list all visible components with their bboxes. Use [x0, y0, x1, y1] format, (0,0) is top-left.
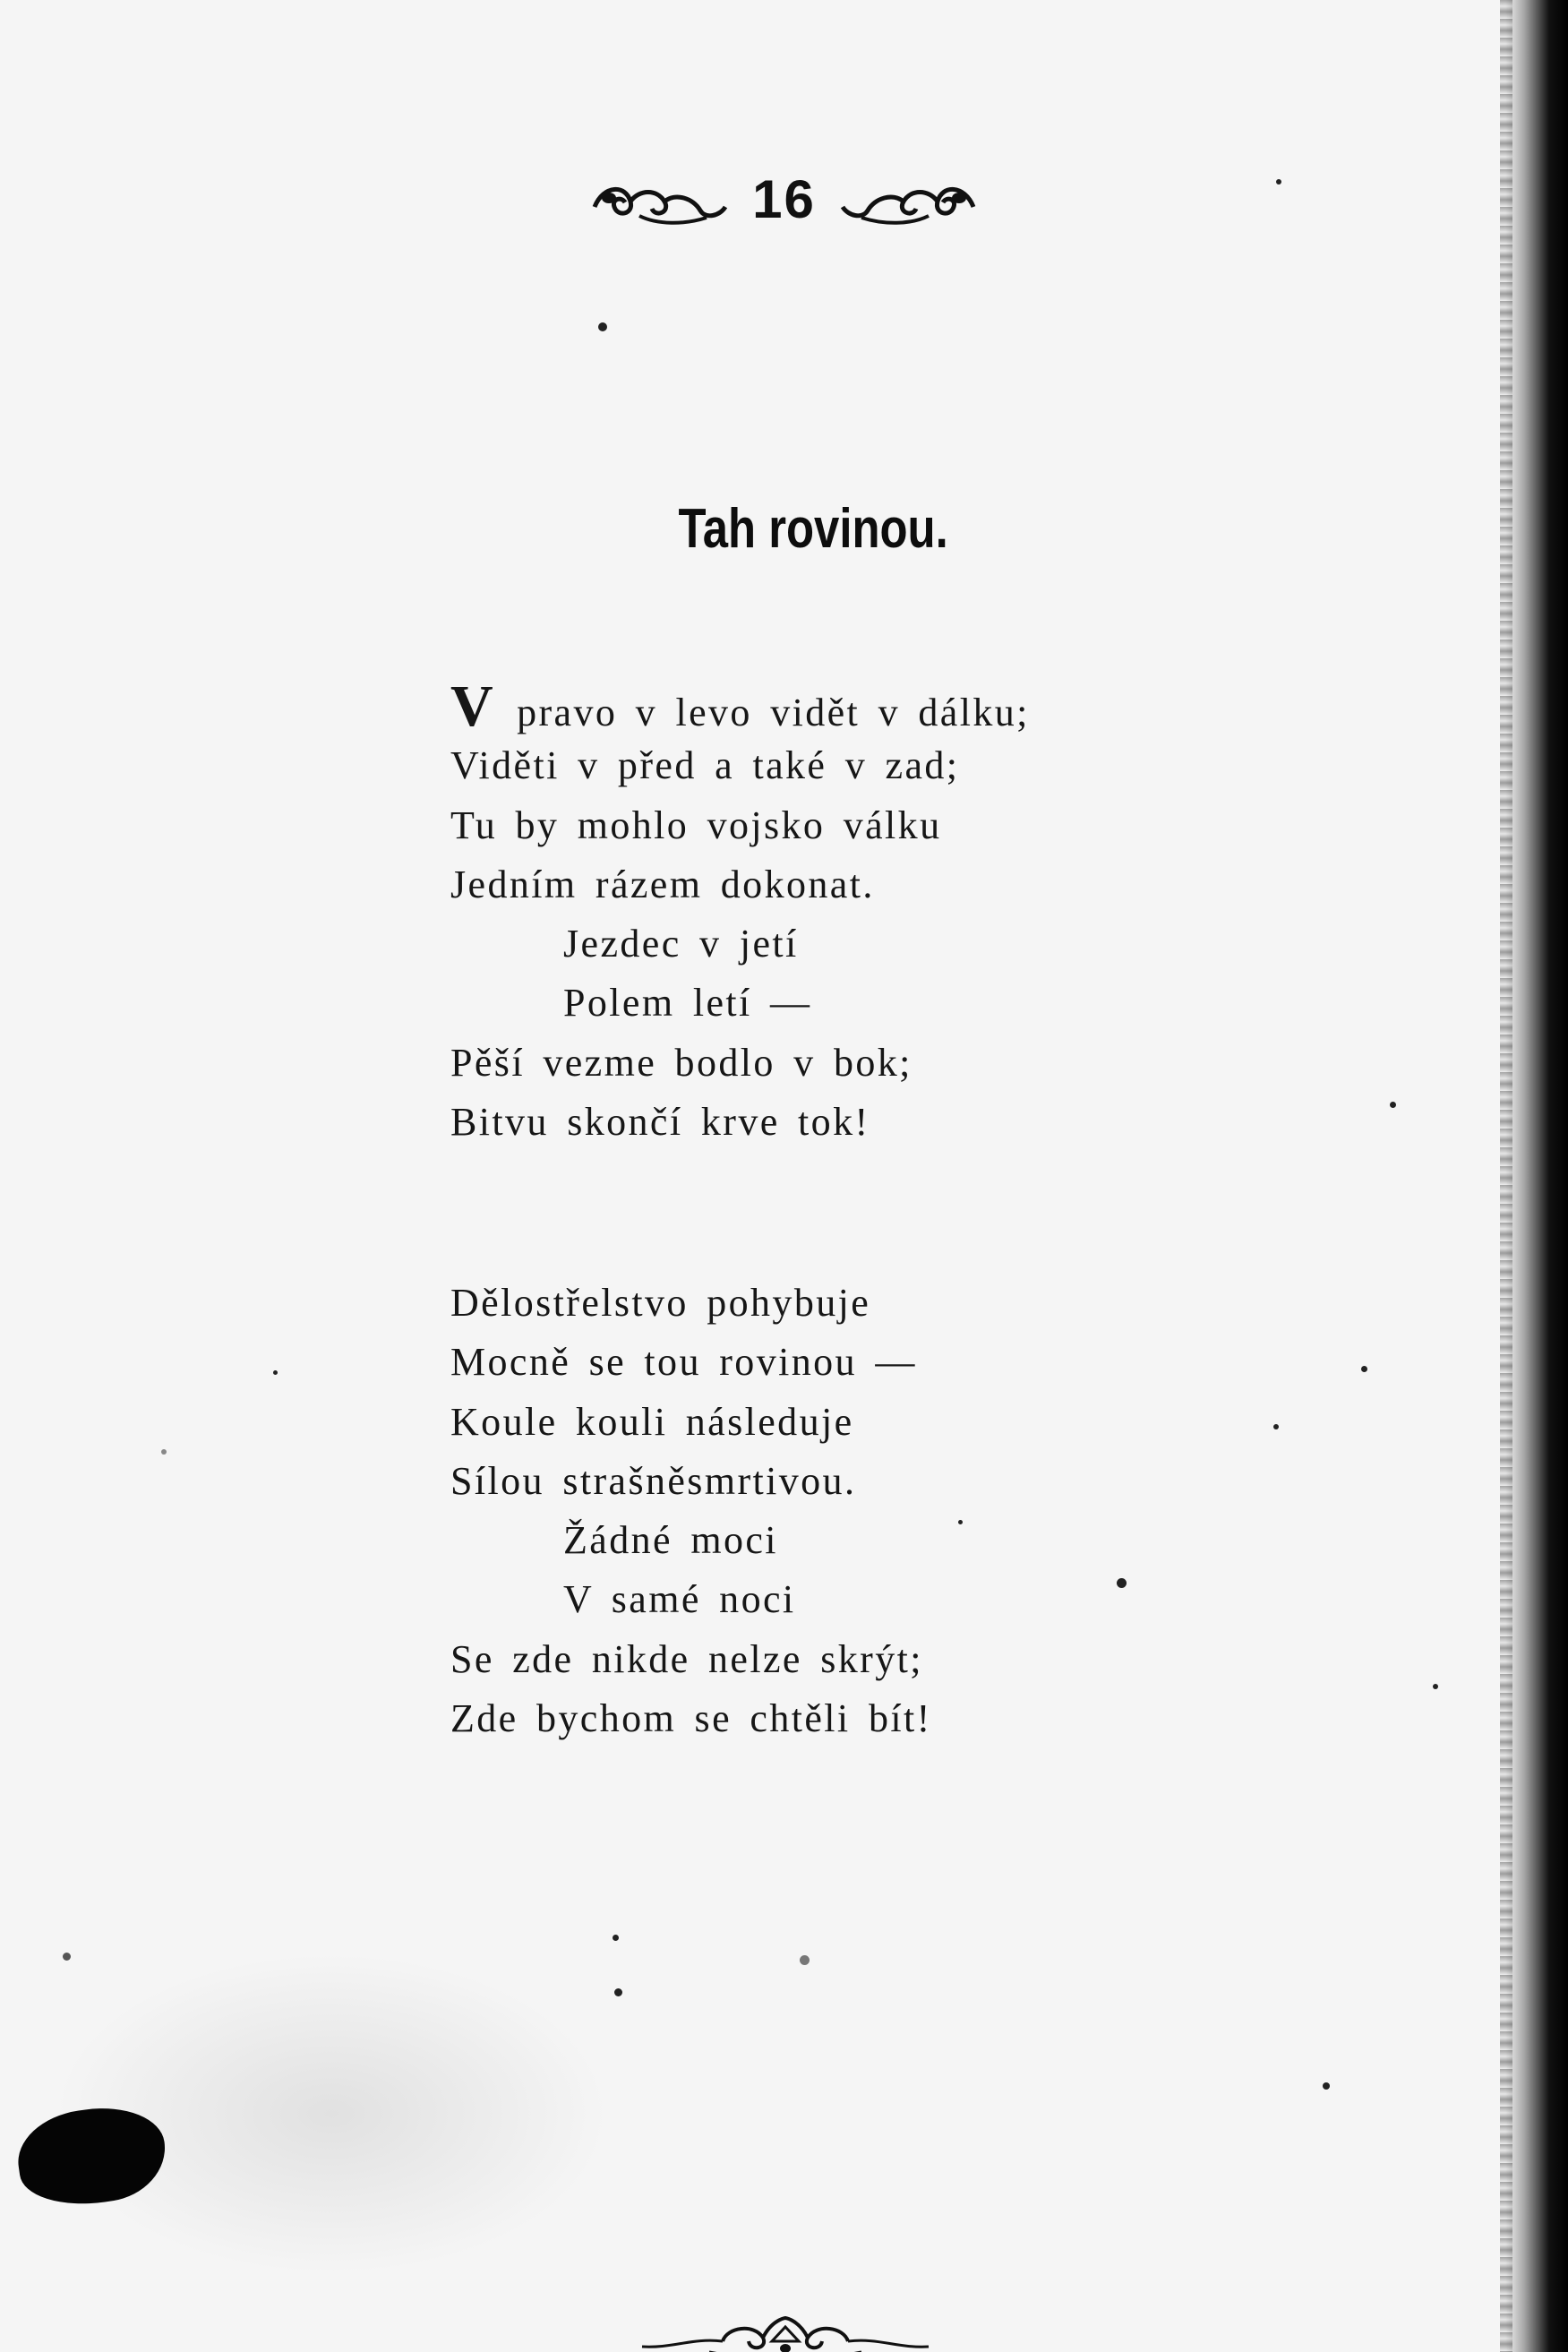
verse-line-text: pravo v levo vidět v dálku;: [498, 691, 1030, 734]
page-header: [0, 168, 1568, 230]
poem-title: Tah rovinou.: [678, 498, 948, 560]
drop-cap: V: [450, 674, 499, 739]
verse-line: Sílou strašněsmrtivou.: [450, 1458, 857, 1503]
paper-speck: [1117, 1578, 1127, 1588]
paper-speck: [161, 1449, 167, 1455]
paper-speck: [1361, 1366, 1367, 1372]
paper-speck: [614, 1988, 622, 1996]
verse-line: Bitvu skončí krve tok!: [450, 1100, 870, 1145]
page-edge-dark: [1505, 0, 1568, 2352]
paper-speck: [63, 1953, 71, 1961]
floral-ornament-right-icon: [839, 171, 982, 228]
page-number: 16: [752, 169, 816, 229]
paper-speck: [273, 1370, 278, 1375]
verse-line: V samé noci: [563, 1577, 796, 1622]
paper-speck: [1273, 1424, 1279, 1429]
verse-line: Pěší vezme bodlo v bok;: [450, 1040, 913, 1085]
paper-speck: [1433, 1684, 1438, 1689]
verse-line: [450, 674, 1030, 739]
paper-speck: [598, 322, 607, 331]
vignette-ornament-icon: [638, 2311, 933, 2352]
verse-line: Jezdec v jetí: [563, 922, 799, 966]
verse-line: Mocně se tou rovinou —: [450, 1340, 917, 1385]
verse-line: Viděti v před a také v zad;: [450, 743, 960, 788]
verse-line: Polem letí —: [563, 981, 812, 1026]
verse-line: Koule kouli následuje: [450, 1399, 854, 1444]
paper-speck: [1323, 2082, 1330, 2090]
verse-line: Jedním rázem dokonat.: [450, 862, 875, 906]
stanza: [450, 674, 1030, 1152]
paper-speck: [1390, 1102, 1396, 1108]
verse-line: Žádné moci: [563, 1518, 778, 1563]
paper-speck: [613, 1935, 619, 1941]
verse-line: Dělostřelstvo pohybuje: [450, 1281, 871, 1325]
verse-line: Se zde nikde nelze skrýt;: [450, 1636, 923, 1681]
stanza: [450, 1274, 932, 1748]
floral-ornament-left-icon: [586, 171, 729, 228]
verse-line: Zde bychom se chtěli bít!: [450, 1696, 932, 1741]
paper-speck: [800, 1955, 810, 1965]
verse-line: Tu by mohlo vojsko válku: [450, 803, 942, 847]
paper-speck: [958, 1520, 963, 1524]
